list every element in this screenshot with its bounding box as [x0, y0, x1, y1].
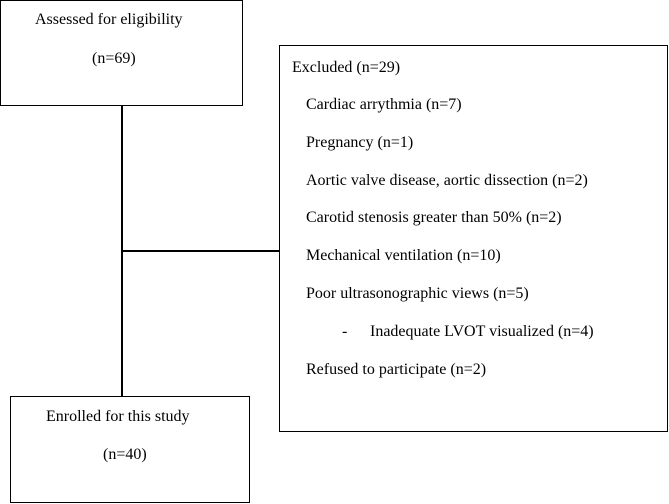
enrolled-title: Enrolled for this study: [46, 408, 190, 425]
excluded-reason-refused: Refused to participate (n=2): [306, 361, 487, 378]
enrolled-count: (n=40): [103, 446, 147, 463]
excluded-reason-ultrasound: Poor ultrasonographic views (n=5): [306, 285, 529, 302]
excluded-reason-ventilation: Mechanical ventilation (n=10): [306, 247, 501, 264]
excluded-reason-aortic: Aortic valve disease, aortic dissection (n=2): [306, 172, 588, 189]
flow-connector-to-excluded: [121, 250, 280, 252]
assessed-box: [0, 0, 243, 106]
excluded-reason-carotid: Carotid stenosis greater than 50% (n=2): [306, 209, 562, 226]
excluded-sub-bullet: -: [342, 323, 348, 340]
excluded-reason-pregnancy: Pregnancy (n=1): [306, 134, 414, 151]
excluded-box: [279, 45, 668, 432]
excluded-reason-arrythmia: Cardiac arrythmia (n=7): [306, 96, 462, 113]
assessed-count: (n=69): [92, 50, 136, 67]
excluded-title: Excluded (n=29): [292, 59, 401, 76]
assessed-title: Assessed for eligibility: [35, 11, 183, 28]
enrolled-box: [10, 396, 250, 503]
excluded-sub-reason-lvot: Inadequate LVOT visualized (n=4): [370, 323, 594, 340]
